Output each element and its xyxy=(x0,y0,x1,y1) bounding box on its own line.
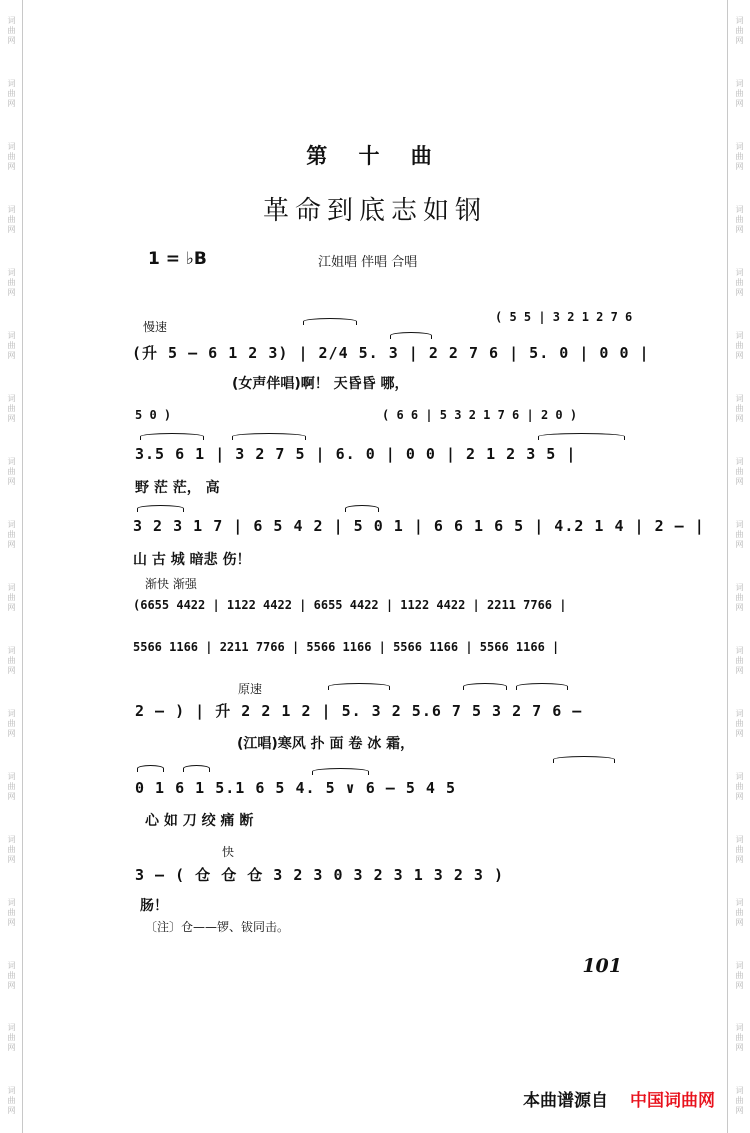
slur-mark xyxy=(303,318,357,325)
slur-mark xyxy=(137,505,184,512)
watermark-text: 词曲网 xyxy=(735,16,744,47)
slur-mark xyxy=(345,505,379,512)
slur-mark xyxy=(312,768,369,775)
watermark-text: 词曲网 xyxy=(735,205,744,236)
watermark-text: 词曲网 xyxy=(735,960,744,991)
watermark-text: 词曲网 xyxy=(735,708,744,739)
site-link[interactable]: 中国词曲网 xyxy=(630,1091,715,1111)
page-number: 101 xyxy=(582,955,622,977)
watermark-text: 词曲网 xyxy=(7,708,16,739)
watermark-text: 词曲网 xyxy=(7,457,16,488)
tempo-marking: 原速 xyxy=(238,682,263,696)
slur-mark xyxy=(232,433,306,440)
lyrics-line: (女声伴唱)啊！ 天昏昏 哪， xyxy=(232,376,409,392)
watermark-text: 词曲网 xyxy=(7,79,16,110)
watermark-text: 词曲网 xyxy=(735,394,744,425)
interlude-line: (6655 4422 | 1122 4422 | 6655 4422 | 1122 4422 | 2211 7766 | xyxy=(133,598,567,612)
watermark-text: 词曲网 xyxy=(7,394,16,425)
watermark-text: 词曲网 xyxy=(735,582,744,613)
watermark-text: 词曲网 xyxy=(7,16,16,47)
watermark-text: 词曲网 xyxy=(735,331,744,362)
slur-mark xyxy=(137,765,164,772)
slur-mark xyxy=(516,683,568,690)
lyrics-line: 山 古 城 暗悲 伤！ xyxy=(133,552,251,568)
watermark-text: 词曲网 xyxy=(735,1086,744,1117)
watermark-text: 词曲网 xyxy=(7,582,16,613)
accompaniment-line: ( 5 5 | 3 2 1 2 7 6 xyxy=(495,310,633,324)
tempo-marking: 快 xyxy=(222,845,235,859)
watermark-text: 词曲网 xyxy=(7,834,16,865)
lyrics-line: 肠！ xyxy=(140,898,168,914)
watermark-text: 词曲网 xyxy=(7,268,16,299)
notation-line: 0 1 6 1 5.1 6 5 4. 5 ∨ 6 — 5 4 5 xyxy=(135,779,456,797)
watermark-text: 词曲网 xyxy=(7,331,16,362)
watermark-text: 词曲网 xyxy=(7,1023,16,1054)
watermark-text: 词曲网 xyxy=(7,1086,16,1117)
lyrics-line: 野 茫 茫， 高 xyxy=(135,480,220,496)
slur-mark xyxy=(390,332,432,339)
watermark-text: 词曲网 xyxy=(7,519,16,550)
watermark-text: 词曲网 xyxy=(7,960,16,991)
notation-line: 2 — ) | 升 2 2 1 2 | 5. 3 2 5.6 7 5 3 2 7 6 — xyxy=(135,702,583,720)
watermark-text: 词曲网 xyxy=(735,142,744,173)
watermark-text: 词曲网 xyxy=(7,142,16,173)
watermark-text: 词曲网 xyxy=(735,1023,744,1054)
notation-line: 3 2 3 1 7 | 6 5 4 2 | 5 0 1 | 6 6 1 6 5 | 4.2 1 4 | 2 — | xyxy=(133,517,705,535)
watermark-text: 词曲网 xyxy=(7,897,16,928)
watermark-text: 词曲网 xyxy=(735,457,744,488)
lyrics-line: 心 如 刀 绞 痛 断 xyxy=(145,813,254,829)
watermark-text: 词曲网 xyxy=(735,645,744,676)
slur-mark xyxy=(463,683,507,690)
tempo-marking: 渐快 渐强 xyxy=(145,577,197,591)
watermark-text: 词曲网 xyxy=(735,897,744,928)
lyrics-line: (江唱)寒风 扑 面 卷 冰 霜， xyxy=(237,736,415,752)
notation-line: (升 5 — 6 1 2 3) | 2/4 5. 3 | 2 2 7 6 | 5. 0 | 0 0 | xyxy=(132,344,650,362)
notation-line: 3 — ( 仓 仓 仓 3 2 3 0 3 2 3 1 3 2 3 ) xyxy=(135,866,504,884)
slur-mark xyxy=(538,433,625,440)
performer-roles: 江姐唱 伴唱 合唱 xyxy=(318,255,418,270)
watermark-text: 词曲网 xyxy=(735,771,744,802)
accompaniment-line: ( 6 6 | 5 3 2 1 7 6 | 2 0 ) xyxy=(382,408,578,422)
interlude-line: 5566 1166 | 2211 7766 | 5566 1166 | 5566 1166 | 5566 1166 | xyxy=(133,640,560,654)
notation-line: 3.5 6 1 | 3 2 7 5 | 6. 0 | 0 0 | 2 1 2 3 5 | xyxy=(135,445,577,463)
footnote: 〔注〕仓——锣、钹同击。 xyxy=(145,920,290,934)
chapter-heading: 第 十 曲 xyxy=(306,144,444,168)
source-label: 本曲谱源自 xyxy=(523,1091,608,1111)
watermark-text: 词曲网 xyxy=(7,205,16,236)
slur-mark xyxy=(183,765,210,772)
watermark-text: 词曲网 xyxy=(735,268,744,299)
song-title: 革命到底志如钢 xyxy=(262,196,487,226)
slur-mark xyxy=(140,433,204,440)
key-signature: 1 = ♭B xyxy=(148,249,207,269)
watermark-text: 词曲网 xyxy=(7,645,16,676)
slur-mark xyxy=(328,683,390,690)
watermark-text: 词曲网 xyxy=(735,834,744,865)
watermark-text: 词曲网 xyxy=(7,771,16,802)
slur-mark xyxy=(553,756,615,763)
accompaniment-line: 5 0 ) xyxy=(135,408,172,422)
tempo-marking: 慢速 xyxy=(143,320,168,334)
watermark-text: 词曲网 xyxy=(735,79,744,110)
watermark-text: 词曲网 xyxy=(735,519,744,550)
